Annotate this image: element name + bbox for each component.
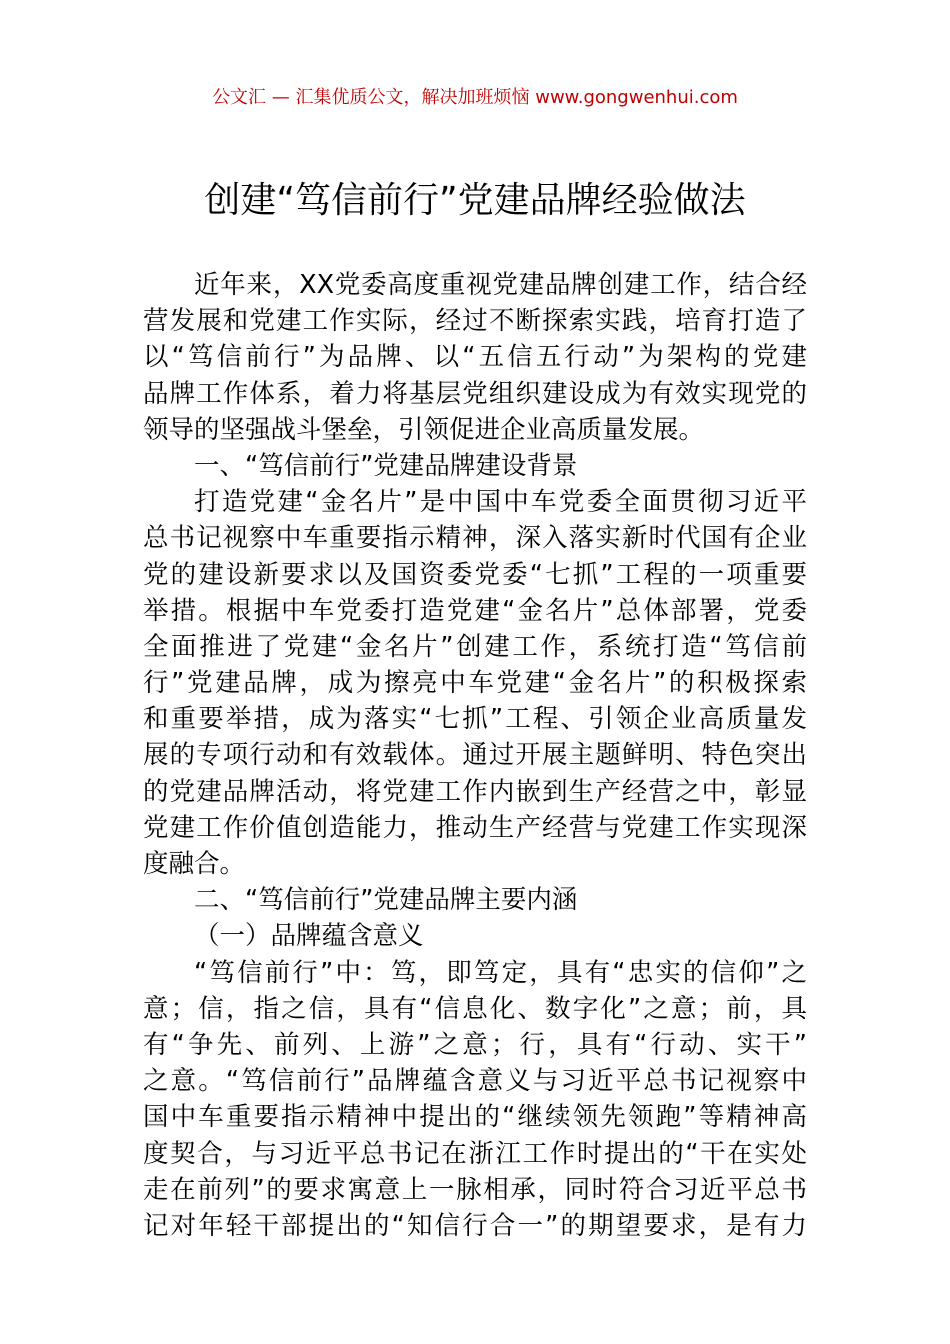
- paragraph-line: 品牌工作体系，着力将基层党组织建设成为有效实现党的: [143, 378, 807, 409]
- paragraph-line: 总书记视察中车重要指示精神，深入落实新时代国有企业: [143, 523, 807, 554]
- subsection-heading: （一）品牌蕴含意义: [194, 921, 424, 952]
- section-heading: 一、“笃信前行”党建品牌建设背景: [194, 450, 578, 481]
- paragraph-line: 意；信，指之信，具有“信息化、数字化”之意；前，具: [143, 993, 807, 1024]
- paragraph-line: 领导的坚强战斗堡垒，引领促进企业高质量发展。: [143, 414, 705, 445]
- paragraph-line: 记对年轻干部提出的“知信行合一”的期望要求，是有力: [143, 1210, 807, 1241]
- paragraph-line: 走在前列”的要求寓意上一脉相承，同时符合习近平总书: [143, 1174, 807, 1205]
- paragraph-line: 国中车重要指示精神中提出的“继续领先领跑”等精神高: [143, 1102, 807, 1133]
- paragraph-line: 党的建设新要求以及国资委党委“七抓”工程的一项重要: [143, 559, 807, 590]
- document-body: [143, 267, 807, 1244]
- paragraph-line: 以“笃信前行”为品牌、以“五信五行动”为架构的党建: [143, 342, 807, 373]
- section-heading: 二、“笃信前行”党建品牌主要内涵: [194, 885, 578, 916]
- paragraph-line: 有“争先、前列、上游”之意；行，具有“行动、实干”: [143, 1029, 807, 1060]
- paragraph-line: 近年来，XX党委高度重视党建品牌创建工作，结合经: [194, 270, 807, 300]
- paragraph-line: “笃信前行”中：笃，即笃定，具有“忠实的信仰”之: [194, 957, 807, 988]
- site-banner: 公文汇 — 汇集优质公文，解决加班烦恼 www.gongwenhui.com: [212, 87, 738, 108]
- paragraph-line: 营发展和党建工作实际，经过不断探索实践，培育打造了: [143, 306, 807, 337]
- paragraph-line: 全面推进了党建“金名片”创建工作，系统打造“笃信前: [143, 631, 807, 662]
- paragraph-line: 党建工作价值创造能力，推动生产经营与党建工作实现深: [143, 812, 807, 843]
- paragraph-line: 展的专项行动和有效载体。通过开展主题鲜明、特色突出: [143, 740, 807, 771]
- paragraph-line: 度融合。: [143, 849, 246, 879]
- paragraph-line: 之意。“笃信前行”品牌蕴含意义与习近平总书记视察中: [143, 1066, 807, 1097]
- paragraph-line: 行”党建品牌，成为擦亮中车党建“金名片”的积极探索: [143, 668, 807, 699]
- paragraph-line: 和重要举措，成为落实“七抓”工程、引领企业高质量发: [143, 704, 807, 735]
- paragraph-line: 度契合，与习近平总书记在浙江工作时提出的“干在实处: [143, 1138, 807, 1169]
- document-title: 创建“笃信前行”党建品牌经验做法: [204, 180, 746, 221]
- paragraph-line: 打造党建“金名片”是中国中车党委全面贯彻习近平: [194, 487, 807, 518]
- paragraph-line: 的党建品牌活动，将党建工作内嵌到生产经营之中，彰显: [143, 776, 807, 807]
- paragraph-line: 举措。根据中车党委打造党建“金名片”总体部署，党委: [143, 595, 807, 626]
